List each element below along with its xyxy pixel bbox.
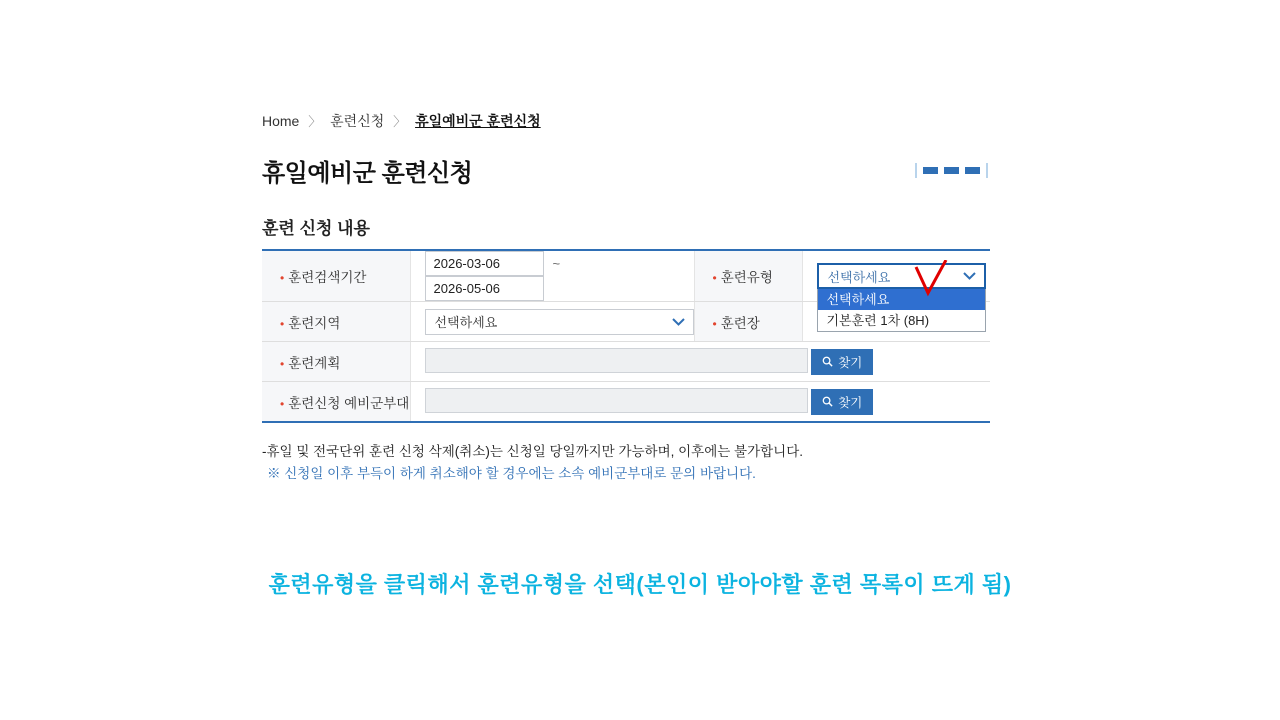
label-region: • 훈련지역 (262, 302, 410, 342)
label-training-type: • 훈련유형 (694, 250, 802, 302)
region-select[interactable] (425, 309, 694, 335)
deco-dash-icon (965, 167, 980, 174)
training-plan-find-label: 찾기 (838, 355, 863, 370)
field-search-period (410, 250, 694, 302)
page-content (262, 112, 990, 485)
deco-dash-icon (944, 167, 959, 174)
field-training-type (802, 250, 990, 328)
annotation-caption: 훈련유형을 클릭해서 훈련유형을 선택(본인이 받아야할 훈련 목록이 뜨게 됨) (268, 572, 1012, 597)
section-heading: 훈련 신청 내용 (262, 219, 370, 238)
required-mark-icon: • (280, 396, 285, 411)
required-mark-icon: • (712, 271, 717, 285)
label-reserve-unit: • 훈련신청 예비군부대 (262, 382, 410, 423)
label-search-period: • 훈련검색기간 (262, 250, 410, 302)
title-decoration-icon (915, 163, 990, 178)
required-mark-icon: • (280, 356, 285, 371)
page-header (262, 153, 990, 188)
field-training-plan (410, 342, 990, 382)
reserve-unit-input[interactable] (425, 388, 808, 413)
table-row (262, 342, 990, 382)
deco-bar-icon (986, 163, 988, 178)
range-separator: ~ (552, 256, 561, 271)
breadcrumb-separator-icon: 〉 (393, 114, 407, 129)
reserve-unit-find-label: 찾기 (838, 395, 863, 410)
breadcrumb (262, 112, 990, 131)
field-region (410, 302, 694, 342)
training-type-select[interactable] (817, 263, 986, 289)
training-application-form (262, 249, 990, 423)
required-mark-icon: • (280, 316, 285, 331)
chevron-down-icon (672, 318, 685, 326)
dropdown-option[interactable]: 선택하세요 (818, 289, 985, 310)
breadcrumb-level1[interactable]: 훈련신청 (330, 113, 385, 129)
notes (262, 441, 990, 485)
search-icon (822, 356, 833, 367)
table-row (262, 382, 990, 423)
search-period-start-input[interactable] (425, 251, 544, 276)
chevron-down-icon (963, 272, 976, 280)
region-selected-value: 선택하세요 (434, 315, 498, 330)
training-type-select-wrap (817, 263, 986, 328)
breadcrumb-current: 휴일예비군 훈련신청 (415, 113, 541, 129)
training-plan-input[interactable] (425, 348, 808, 373)
training-type-dropdown[interactable] (817, 289, 986, 332)
required-mark-icon: • (280, 271, 285, 285)
search-period-end-input[interactable] (425, 276, 544, 301)
note-line-1: -휴일 및 전국단위 훈련 신청 삭제(취소)는 신청일 당일까지만 가능하며, 이후에는 불가합니다. (262, 444, 804, 459)
field-reserve-unit (410, 382, 990, 423)
training-type-selected-value: 선택하세요 (827, 269, 891, 285)
deco-bar-icon (915, 163, 917, 178)
deco-dash-icon (923, 167, 938, 174)
reserve-unit-find-button[interactable] (811, 389, 873, 415)
label-training-plan: • 훈련계획 (262, 342, 410, 382)
required-mark-icon: • (712, 316, 717, 331)
breadcrumb-home[interactable]: Home (262, 113, 300, 129)
training-plan-find-button[interactable] (811, 349, 873, 375)
note-line-2: ※ 신청일 이후 부득이 하게 취소해야 할 경우에는 소속 예비군부대로 문의 바랍니다. (267, 466, 756, 481)
label-training-place: • 훈련장 (694, 302, 802, 342)
page-title: 휴일예비군 훈련신청 (262, 160, 473, 187)
search-icon (822, 396, 833, 407)
breadcrumb-separator-icon: 〉 (308, 114, 322, 129)
table-row (262, 250, 990, 302)
dropdown-option[interactable]: 기본훈련 1차 (8H) (826, 313, 930, 328)
